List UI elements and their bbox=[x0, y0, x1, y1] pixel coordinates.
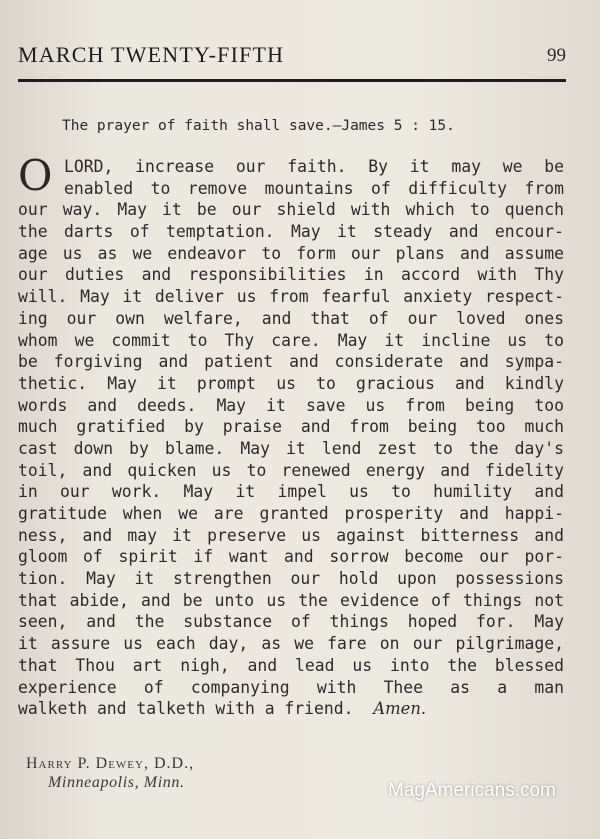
text-line: ness, and may it preserve us against bitterness and bbox=[18, 525, 564, 545]
text-line: walketh and talketh with a friend. bbox=[18, 699, 354, 719]
amen: Amen. bbox=[373, 699, 427, 719]
drop-cap: O bbox=[18, 151, 53, 200]
text-line: our way. May it be our shield with which to quench bbox=[18, 200, 564, 220]
text-line: will. May it deliver us from fearful anxiety respect- bbox=[18, 287, 564, 307]
text-line: be forgiving and patient and considerate and sympa- bbox=[18, 352, 564, 372]
text-line: thetic. May it prompt us to gracious and kindly bbox=[18, 373, 564, 393]
text-line: whom we commit to Thy care. May it incline us to bbox=[18, 330, 564, 350]
text-line: cast down by blame. May it lend zest to the day's bbox=[18, 438, 564, 458]
text-line: it assure us each day, as we fare on our pilgrimage, bbox=[18, 634, 564, 654]
watermark: MagAmericans.com bbox=[388, 780, 556, 801]
text-line: tion. May it strengthen our hold upon possessions bbox=[18, 569, 564, 589]
text-line: that abide, and be unto us the evidence of things not bbox=[18, 590, 564, 610]
running-head bbox=[18, 42, 566, 72]
text-line: in our work. May it impel us to humility and bbox=[18, 482, 564, 502]
page-number: 99 bbox=[547, 45, 566, 66]
text-line: that Thou art nigh, and lead us into the blessed bbox=[18, 655, 564, 675]
text-line: the darts of temptation. May it steady and encour- bbox=[18, 222, 564, 242]
page-title: MARCH TWENTY-FIFTH bbox=[18, 42, 285, 67]
text-line: our duties and responsibilities in accord with Thy bbox=[18, 265, 564, 285]
text-line: enabled to remove mountains of difficulty from bbox=[64, 178, 564, 198]
text-line: words and deeds. May it save us from being too bbox=[18, 395, 564, 415]
author-name: Harry P. Dewey, D.D., bbox=[26, 755, 195, 772]
prayer-text bbox=[18, 151, 564, 720]
text-line-final bbox=[18, 698, 564, 720]
text-line: ing our own welfare, and that of our loved ones bbox=[18, 308, 564, 328]
text-line: experience of companying with Thee as a man bbox=[18, 677, 564, 697]
text-line: gloom of spirit if want and sorrow become our por- bbox=[18, 547, 564, 567]
author-place: Minneapolis, Minn. bbox=[48, 774, 185, 791]
text-line: seen, and the substance of things hoped for. May bbox=[18, 612, 564, 632]
text-line: gratitude when we are granted prosperity and happi- bbox=[18, 504, 564, 523]
epigraph: The prayer of faith shall save.—James 5 : 15. bbox=[62, 118, 455, 134]
header-rule bbox=[18, 79, 566, 82]
text-line: age us as we endeavor to form our plans and assume bbox=[18, 243, 564, 263]
text-line: much gratified by praise and from being too much bbox=[18, 417, 564, 437]
text-line: toil, and quicken us to renewed energy and fidelity bbox=[18, 460, 564, 480]
text-line: LORD, increase our faith. By it may we be bbox=[64, 157, 564, 176]
